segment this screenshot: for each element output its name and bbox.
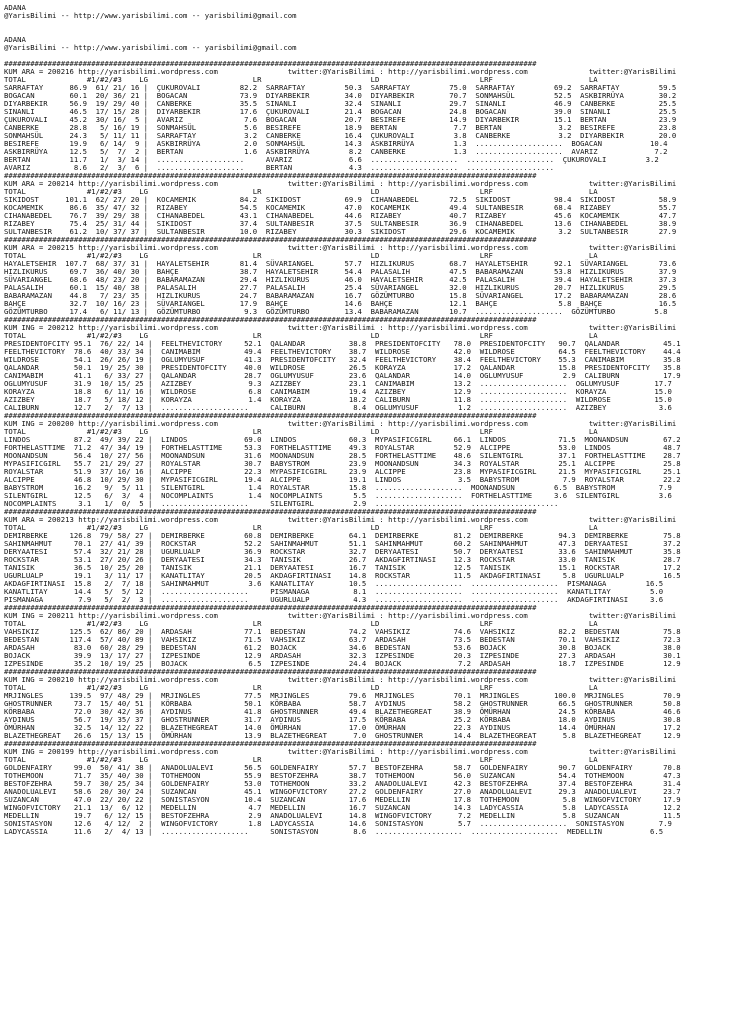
- section-separator: ##########################################################################################################################: [4, 667, 537, 676]
- race-header: KUM ARA = 200213 http://yarisbilimi.wordpress.com twitter:@YarisBilimi : http://yarisbilimi.wordpress.com twitter:@YarisBilimi: [4, 515, 677, 524]
- text-line: KANATLITAY 14.4 5/ 5/ 12 | .................... PISMANAGA 8.1 .................... .................... KANATLITAY 5.0: [4, 587, 664, 596]
- text-line: BEDESTAN 117.4 57/ 40/ 89 | VAHSIKIZ 71.5 VAHSIKIZ 63.7 ARDASAH 73.5 BEDESTAN 70.1 VAHSIKIZ 72.3: [4, 635, 681, 644]
- blank-line: [4, 20, 747, 28]
- text-line: NOCOMPLAINTS 3.1 1/ 0/ 5 | .................... SILENTGIRL 2.9 .................... ....................: [4, 499, 559, 508]
- text-line: SARRAFTAY 86.9 61/ 21/ 16 | ÇUKUROVALI 82.2 SARRAFTAY 50.3 SARRAFTAY 75.0 SARRAFTAY 69.2 SARRAFTAY 59.5: [4, 83, 677, 92]
- text-line: BAHÇE 32.7 10/ 16/ 23 | SÜVARIANGEL 17.9 BAHÇE 14.6 BAHÇE 12.1 BAHÇE 5.8 BAHÇE 16.5: [4, 299, 677, 308]
- text-line: SILENTGIRL 12.5 6/ 3/ 4 | NOCOMPLAINTS 1.4 NOCOMPLAINTS 5.5 .................... FORTHELASTTIME 3.6 SILENTGIRL 3.6: [4, 491, 672, 500]
- text-line: ÇUKUROVALI 45.2 30/ 16/ 5 | AVARIZ 7.6 BOGACAN 20.7 BESIREFE 14.9 DIYARBEKIR 15.1 BERTAN 23.9: [4, 115, 677, 124]
- text-line: UGURLUALP 19.1 3/ 11/ 17 | KANATLITAY 20.5 AKDAGFIRTINASI 14.8 ROCKSTAR 11.5 AKDAGFIRTINASI 5.8 UGURLUALP 16.5: [4, 571, 681, 580]
- race-header: KUM ING = 200212 http://yarisbilimi.wordpress.com twitter:@YarisBilimi : http://yarisbilimi.wordpress.com twitter:@YarisBilimi: [4, 323, 677, 332]
- text-line: DEMIRBERKE 126.8 79/ 58/ 27 | DEMIRBERKE 60.8 DEMIRBERKE 64.1 DEMIRBERKE 81.2 DEMIRBERKE 94.3 DEMIRBERKE 75.8: [4, 531, 681, 540]
- text-line: TANISIK 36.5 10/ 25/ 20 | TANISIK 21.1 DERYAATESI 16.7 TANISIK 12.5 TANISIK 15.1 ROCKSTAR 17.2: [4, 563, 681, 572]
- race-header: KUM ING = 200200 http://yarisbilimi.wordpress.com twitter:@YarisBilimi : http://yarisbilimi.wordpress.com twitter:@YarisBilimi: [4, 419, 677, 428]
- text-line: SINANLI 46.5 17/ 15/ 28 | DIYARBEKIR 17.6 ÇUKUROVALI 21.4 BOGACAN 24.8 BOGACAN 39.0 SINANLI 25.5: [4, 107, 677, 116]
- text-line: ADANA: [4, 3, 26, 12]
- text-line: PRESIDENTOFCITY 95.1 76/ 22/ 14 | FEELTHEVICTORY 52.1 QALANDAR 38.8 PRESIDENTOFCITY 78.0 PRESIDENTOFCITY 90.7 QALANDAR 45.1: [4, 339, 681, 348]
- text-line: SUZANCAN 47.0 22/ 20/ 22 | SONISTASYON 10.4 SUZANCAN 17.6 MEDELLIN 17.8 TOTHEMOON 5.8 WINGOFVICTORY 17.9: [4, 795, 681, 804]
- text-line: WINGOFVICTORY 21.1 13/ 6/ 12 | MEDELLIN 4.7 MEDELLIN 16.7 SUZANCAN 14.3 LADYCASSIA 5.8 LADYCASSIA 12.2: [4, 803, 681, 812]
- text-line: GOLDENFAIRY 99.0 50/ 41/ 38 | ANADOLUALEVI 56.5 GOLDENFAIRY 57.7 BESTOFZEHRA 58.7 GOLDENFAIRY 90.7 GOLDENFAIRY 70.8: [4, 763, 681, 772]
- text-line: FORTHELASTTIME 71.2 47/ 34/ 19 | FORTHELASTTIME 53.3 FORTHELASTTIME 49.3 ROYALSTAR 52.9 ALCIPPE 53.0 LINDOS 48.7: [4, 443, 681, 452]
- section-separator: ##########################################################################################################################: [4, 171, 537, 180]
- text-line: CALIBURN 12.7 2/ 7/ 13 | .................... CALIBURN 8.4 OGLUMYUSUF 1.2 .................... AZIZBEY 3.6: [4, 403, 672, 412]
- text-line: KOCAMEMIK 86.6 35/ 47/ 32 | RIZABEY 54.5 KOCAMEMIK 47.0 KOCAMEMIK 49.4 SULTANBESIR 68.4 RIZABEY 55.7: [4, 203, 677, 212]
- text-line: PISMANAGA 7.9 5/ 2/ 3 | .................... UGURLUALP 4.3 .................... .................... AKDAGFIRTINASI 3.6: [4, 595, 664, 604]
- text-line: BOGACAN 60.1 20/ 36/ 21 | BOGACAN 73.9 DIYARBEKIR 34.0 DIYARBEKIR 70.7 SONMAHSÜL 52.5 ASKBIRRÜYA 30.2: [4, 91, 677, 100]
- race-header: KUM ARA = 200215 http://yarisbilimi.wordpress.com twitter:@YarisBilimi : http://yarisbilimi.wordpress.com twitter:@YarisBilimi: [4, 243, 677, 252]
- text-line: IZPESINDE 35.2 10/ 19/ 25 | BOJACK 6.5 IZPESINDE 24.4 BOJACK 7.2 ARDASAH 18.7 IZPESINDE 12.9: [4, 659, 681, 668]
- column-header: TOTAL #1/#2/#3 LG LR LD LRF LA: [4, 755, 598, 764]
- race-header: KUM ING = 200211 http://yarisbilimi.wordpress.com twitter:@YarisBilimi : http://yarisbilimi.wordpress.com twitter:@YarisBilimi: [4, 611, 677, 620]
- text-line: CIHANABEDEL 76.7 39/ 29/ 38 | CIHANABEDEL 43.1 CIHANABEDEL 44.6 RIZABEY 40.7 RIZABEY 45.6 KOCAMEMIK 47.7: [4, 211, 677, 220]
- text-line: SÜVARIANGEL 68.6 48/ 23/ 20 | BABARAMAZAN 29.4 HIZLIKURUS 46.0 HAYALETSEHIR 42.5 PALASALIH 39.4 HAYALETSEHIR 37.3: [4, 275, 677, 284]
- text-line: ÖMÜRHAN 32.5 14/ 12/ 22 | BLAZETHEGREAT 14.0 ÖMÜRHAN 17.0 ÖMÜRHAN 22.3 AYDINUS 14.4 ÖMÜRHAN 17.2: [4, 723, 681, 732]
- text-line: ROCKSTAR 53.1 27/ 20/ 26 | DERYAATESI 34.3 TANISIK 26.7 AKDAGFIRTINASI 12.3 ROCKSTAR 33.0 TANISIK 28.7: [4, 555, 681, 564]
- text-line: OGLUMYUSUF 31.9 10/ 15/ 25 | AZIZBEY 9.3 AZIZBEY 23.1 CANIMABIM 13.2 .................... OGLUMYUSUF 17.7: [4, 379, 672, 388]
- column-header: TOTAL #1/#2/#3 LG LR LD LRF LA: [4, 251, 598, 260]
- text-line: SONMAHSÜL 24.3 5/ 11/ 11 | SARRAFTAY 3.2 CANBERKE 16.4 ÇUKUROVALI 3.8 CANBERKE 3.2 DIYARBEKIR 20.0: [4, 131, 677, 140]
- section-separator: ##########################################################################################################################: [4, 603, 537, 612]
- text-line: MEDELLIN 19.7 6/ 12/ 15 | BESTOFZEHRA 2.9 ANADOLUALEVI 14.8 WINGOFVICTORY 7.2 MEDELLIN 5.8 SUZANCAN 11.5: [4, 811, 681, 820]
- column-header: TOTAL #1/#2/#3 LG LR LD LRF LA: [4, 331, 598, 340]
- column-header: TOTAL #1/#2/#3 LG LR LD LRF LA: [4, 523, 598, 532]
- race-header: KUM ING = 200199 http://yarisbilimi.wordpress.com twitter:@YarisBilimi : http://yarisbilimi.wordpress.com twitter:@YarisBilimi: [4, 747, 677, 756]
- section-separator: ##########################################################################################################################: [4, 507, 537, 516]
- text-line: SULTANBESIR 61.2 10/ 37/ 37 | SULTANBESIR 10.0 RIZABEY 30.3 SIKIDOST 29.6 KOCAMEMIK 3.2 SULTANBESIR 27.9: [4, 227, 677, 236]
- section-separator: ##########################################################################################################################: [4, 235, 537, 244]
- column-header: TOTAL #1/#2/#3 LG LR LD LRF LA: [4, 683, 598, 692]
- text-line: AVARIZ 8.6 2/ 3/ 6 | .................... BERTAN 4.3 .................... ....................: [4, 163, 554, 172]
- text-line: CANIMABIM 41.1 6/ 33/ 27 | QALANDAR 28.7 OGLUMYUSUF 23.6 QALANDAR 14.0 OGLUMYUSUF 2.9 CALIBURN 17.9: [4, 371, 681, 380]
- text-line: WILDROSE 54.1 26/ 26/ 19 | OGLUMYUSUF 41.3 PRESIDENTOFCITY 32.4 FEELTHEVICTORY 38.4 FEELTHEVICTORY 55.3 CANIMABIM 35.8: [4, 355, 681, 364]
- text-line: ARDASAH 83.0 60/ 28/ 29 | BEDESTAN 61.2 BOJACK 34.6 BEDESTAN 53.6 BOJACK 30.8 BOJACK 38.0: [4, 643, 681, 652]
- text-line: QALANDAR 50.1 19/ 25/ 30 | PRESIDENTOFCITY 40.0 WILDROSE 26.5 KORAYZA 17.2 QALANDAR 15.8 PRESIDENTOFCITY 35.8: [4, 363, 681, 372]
- text-line: BABARAMAZAN 44.8 7/ 23/ 35 | HIZLIKURUS 24.7 BABARAMAZAN 16.7 GÖZÜMTURBO 15.8 SÜVARIANGEL 17.2 BABARAMAZAN 28.6: [4, 291, 677, 300]
- text-line: FEELTHEVICTORY 78.6 40/ 33/ 34 | CANIMABIM 49.4 FEELTHEVICTORY 38.7 WILDROSE 42.0 WILDROSE 64.5 FEELTHEVICTORY 44.4: [4, 347, 681, 356]
- text-line: KÖRBABA 72.0 30/ 42/ 36 | AYDINUS 41.8 GHOSTRUNNER 49.4 BLAZETHEGREAT 38.9 ÖMÜRHAN 24.5 KÖRBABA 46.6: [4, 707, 681, 716]
- text-line: ANADOLUALEVI 58.6 20/ 30/ 24 | SUZANCAN 45.1 WINGOFVICTORY 27.2 GOLDENFAIRY 27.0 ANADOLUALEVI 29.3 ANADOLUALEVI 23.7: [4, 787, 681, 796]
- text-line: ADANA: [4, 35, 26, 44]
- text-line: LINDOS 87.2 49/ 39/ 22 | LINDOS 69.0 LINDOS 60.3 MYPASIFICGIRL 66.1 LINDOS 71.5 MOONANDSUN 67.2: [4, 435, 681, 444]
- race-header: KUM ING = 200210 http://yarisbilimi.wordpress.com twitter:@YarisBilimi : http://yarisbilimi.wordpress.com twitter:@YarisBilimi: [4, 675, 677, 684]
- text-line: ROYALSTAR 51.9 37/ 16/ 16 | ALCIPPE 22.3 MYPASIFICGIRL 23.9 ALCIPPE 23.8 MYPASIFICGIRL 21.5 MYPASIFICGIRL 25.1: [4, 467, 681, 476]
- text-line: ASKBIRRÜYA 12.5 5/ 7/ 2 | BERTAN 1.6 ASKBIRRÜYA 8.2 CANBERKE 1.3 .................... AVARIZ 7.2: [4, 147, 668, 156]
- text-line: HAYALETSEHIR 107.7 68/ 37/ 31 | HAYALETSEHIR 81.4 SÜVARIANGEL 57.7 HIZLIKURUS 68.7 HAYALETSEHIR 92.1 SÜVARIANGEL 73.6: [4, 259, 677, 268]
- text-line: KORAYZA 18.8 6/ 11/ 16 | WILDROSE 6.8 CANIMABIM 19.4 AZIZBEY 12.9 .................... KORAYZA 15.0: [4, 387, 672, 396]
- section-separator: ##########################################################################################################################: [4, 315, 537, 324]
- text-line: AZIZBEY 18.7 5/ 18/ 12 | KORAYZA 1.4 KORAYZA 18.2 CALIBURN 11.8 .................... WILDROSE 15.0: [4, 395, 672, 404]
- column-header: TOTAL #1/#2/#3 LG LR LD LRF LA: [4, 619, 598, 628]
- text-line: PALASALIH 60.1 15/ 40/ 38 | PALASALIH 27.7 PALASALIH 25.4 SÜVARIANGEL 32.0 HIZLIKURUS 20.7 HIZLIKURUS 29.5: [4, 283, 677, 292]
- text-line: SAHINMAHMUT 70.1 27/ 41/ 39 | ROCKSTAR 52.2 SAHINMAHMUT 51.1 SAHINMAHMUT 60.2 SAHINMAHMUT 47.3 DERYAATESI 37.2: [4, 539, 681, 548]
- text-line: RIZABEY 75.4 25/ 31/ 44 | SIKIDOST 37.4 SULTANBESIR 37.5 SULTANBESIR 36.9 CIHANABEDEL 13.6 CIHANABEDEL 38.9: [4, 219, 677, 228]
- text-line: @YarisBilimi -- http://www.yarisbilimi.com -- yarisbilimi@gmail.com: [4, 43, 297, 52]
- text-line: DERYAATESI 57.4 32/ 21/ 28 | UGURLUALP 36.9 ROCKSTAR 32.7 DERYAATESI 50.7 DERYAATESI 33.6 SAHINMAHMUT 35.8: [4, 547, 681, 556]
- text-line: GÖZÜMTURBO 17.4 6/ 11/ 13 | GÖZÜMTURBO 9.3 GÖZÜMTURBO 13.4 BABARAMAZAN 10.7 .................... GÖZÜMTURBO 5.8: [4, 307, 668, 316]
- text-line: BABYSTROM 16.2 9/ 5/ 11 | SILENTGIRL 1.4 ROYALSTAR 15.8 .................... MOONANDSUN 6.5 BABYSTROM 7.9: [4, 483, 672, 492]
- race-header: KUM ARA = 200216 http://yarisbilimi.wordpress.com twitter:@YarisBilimi : http://yarisbilimi.wordpress.com twitter:@YarisBilimi: [4, 67, 677, 76]
- race-header: KUM ARA = 200214 http://yarisbilimi.wordpress.com twitter:@YarisBilimi : http://yarisbilimi.wordpress.com twitter:@YarisBilimi: [4, 179, 677, 188]
- section-separator: ##########################################################################################################################: [4, 59, 537, 68]
- text-line: SONISTASYON 12.6 4/ 12/ 2 | WINGOFVICTORY 1.8 LADYCASSIA 14.6 SONISTASYON 5.7 .................... SONISTASYON 7.9: [4, 819, 672, 828]
- text-line: BESTOFZEHRA 59.7 30/ 25/ 34 | GOLDENFAIRY 53.0 TOTHEMOON 33.2 ANADOLUALEVI 42.3 BESTOFZEHRA 37.4 BESTOFZEHRA 31.4: [4, 779, 681, 788]
- text-line: CANBERKE 28.8 5/ 16/ 19 | SONMAHSÜL 5.6 BESIREFE 18.9 BERTAN 7.7 BERTAN 3.2 BESIREFE 23.8: [4, 123, 677, 132]
- text-line: MYPASIFICGIRL 55.7 21/ 29/ 27 | ROYALSTAR 30.7 BABYSTROM 23.9 MOONANDSUN 34.3 ROYALSTAR 25.1 ALCIPPE 25.8: [4, 459, 681, 468]
- text-line: SIKIDOST 101.1 62/ 27/ 20 | KOCAMEMIK 84.2 SIKIDOST 69.9 CIHANABEDEL 72.5 SIKIDOST 98.4 SIKIDOST 58.9: [4, 195, 677, 204]
- text-line: BOJACK 39.9 13/ 17/ 27 | IZPESINDE 12.9 ARDASAH 32.3 IZPESINDE 20.3 IZPESINDE 27.3 ARDASAH 30.1: [4, 651, 681, 660]
- text-line: ALCIPPE 46.8 10/ 29/ 30 | MYPASIFICGIRL 19.4 ALCIPPE 19.1 LINDOS 3.5 BABYSTROM 7.9 ROYALSTAR 22.2: [4, 475, 681, 484]
- text-line: BESIREFE 19.9 6/ 14/ 9 | ASKBIRRÜYA 2.0 SONMAHSÜL 14.3 ASKBIRRÜYA 1.3 .................... BOGACAN 10.4: [4, 139, 668, 148]
- text-line: VAHSIKIZ 125.5 62/ 86/ 20 | ARDASAH 77.1 BEDESTAN 74.2 VAHSIKIZ 74.6 VAHSIKIZ 82.2 BEDESTAN 75.8: [4, 627, 681, 636]
- text-line: @YarisBilimi -- http://www.yarisbilimi.com -- yarisbilimi@gmail.com: [4, 11, 297, 20]
- text-line: BERTAN 11.7 1/ 3/ 14 | .................... AVARIZ 6.6 .................... .................... ÇUKUROVALI 3.2: [4, 155, 659, 164]
- section-separator: ##########################################################################################################################: [4, 411, 537, 420]
- blank-line: [4, 28, 747, 36]
- text-line: BLAZETHEGREAT 26.6 15/ 13/ 15 | ÖMÜRHAN 13.9 BLAZETHEGREAT 7.0 GHOSTRUNNER 14.4 BLAZETHEGREAT 5.8 BLAZETHEGREAT 12.9: [4, 731, 681, 740]
- text-line: GHOSTRUNNER 73.7 15/ 40/ 51 | KÖRBABA 50.1 KÖRBABA 58.7 AYDINUS 58.2 GHOSTRUNNER 66.5 GHOSTRUNNER 50.8: [4, 699, 681, 708]
- section-separator: ##########################################################################################################################: [4, 739, 537, 748]
- column-header: TOTAL #1/#2/#3 LG LR LD LRF LA: [4, 427, 598, 436]
- text-line: LADYCASSIA 11.6 2/ 4/ 13 | .................... SONISTASYON 8.6 .................... .................... MEDELLIN 6.5: [4, 827, 664, 836]
- text-line: MRJINGLES 139.5 97/ 48/ 29 | MRJINGLES 77.5 MRJINGLES 79.6 MRJINGLES 70.1 MRJINGLES 100.0 MRJINGLES 70.9: [4, 691, 681, 700]
- column-header: TOTAL #1/#2/#3 LG LR LD LRF LA: [4, 75, 598, 84]
- column-header: TOTAL #1/#2/#3 LG LR LD LRF LA: [4, 187, 598, 196]
- text-line: AKDAGFIRTINASI 15.8 2/ 7/ 18 | SAHINMAHMUT 3.6 KANATLITAY 10.5 .................... .................... PISMANAGA 16.5: [4, 579, 664, 588]
- text-line: MOONANDSUN 56.4 10/ 27/ 56 | MOONANDSUN 31.6 MOONANDSUN 28.5 FORTHELASTTIME 48.6 SILENTGIRL 37.1 FORTHELASTTIME 28.7: [4, 451, 681, 460]
- text-line: HIZLIKURUS 69.7 36/ 40/ 30 | BAHÇE 38.7 HAYALETSEHIR 54.4 PALASALIH 47.5 BABARAMAZAN 53.8 HIZLIKURUS 37.9: [4, 267, 677, 276]
- text-line: AYDINUS 56.7 19/ 35/ 37 | GHOSTRUNNER 31.7 AYDINUS 17.5 KÖRBABA 25.2 KÖRBABA 18.0 AYDINUS 30.8: [4, 715, 681, 724]
- text-line: TOTHEMOON 71.7 35/ 40/ 30 | TOTHEMOON 55.9 BESTOFZEHRA 38.7 TOTHEMOON 56.0 SUZANCAN 54.4 TOTHEMOON 47.3: [4, 771, 681, 780]
- text-line: DIYARBEKIR 56.9 19/ 29/ 40 | CANBERKE 35.5 SINANLI 32.4 SINANLI 29.7 SINANLI 46.9 CANBERKE 25.5: [4, 99, 677, 108]
